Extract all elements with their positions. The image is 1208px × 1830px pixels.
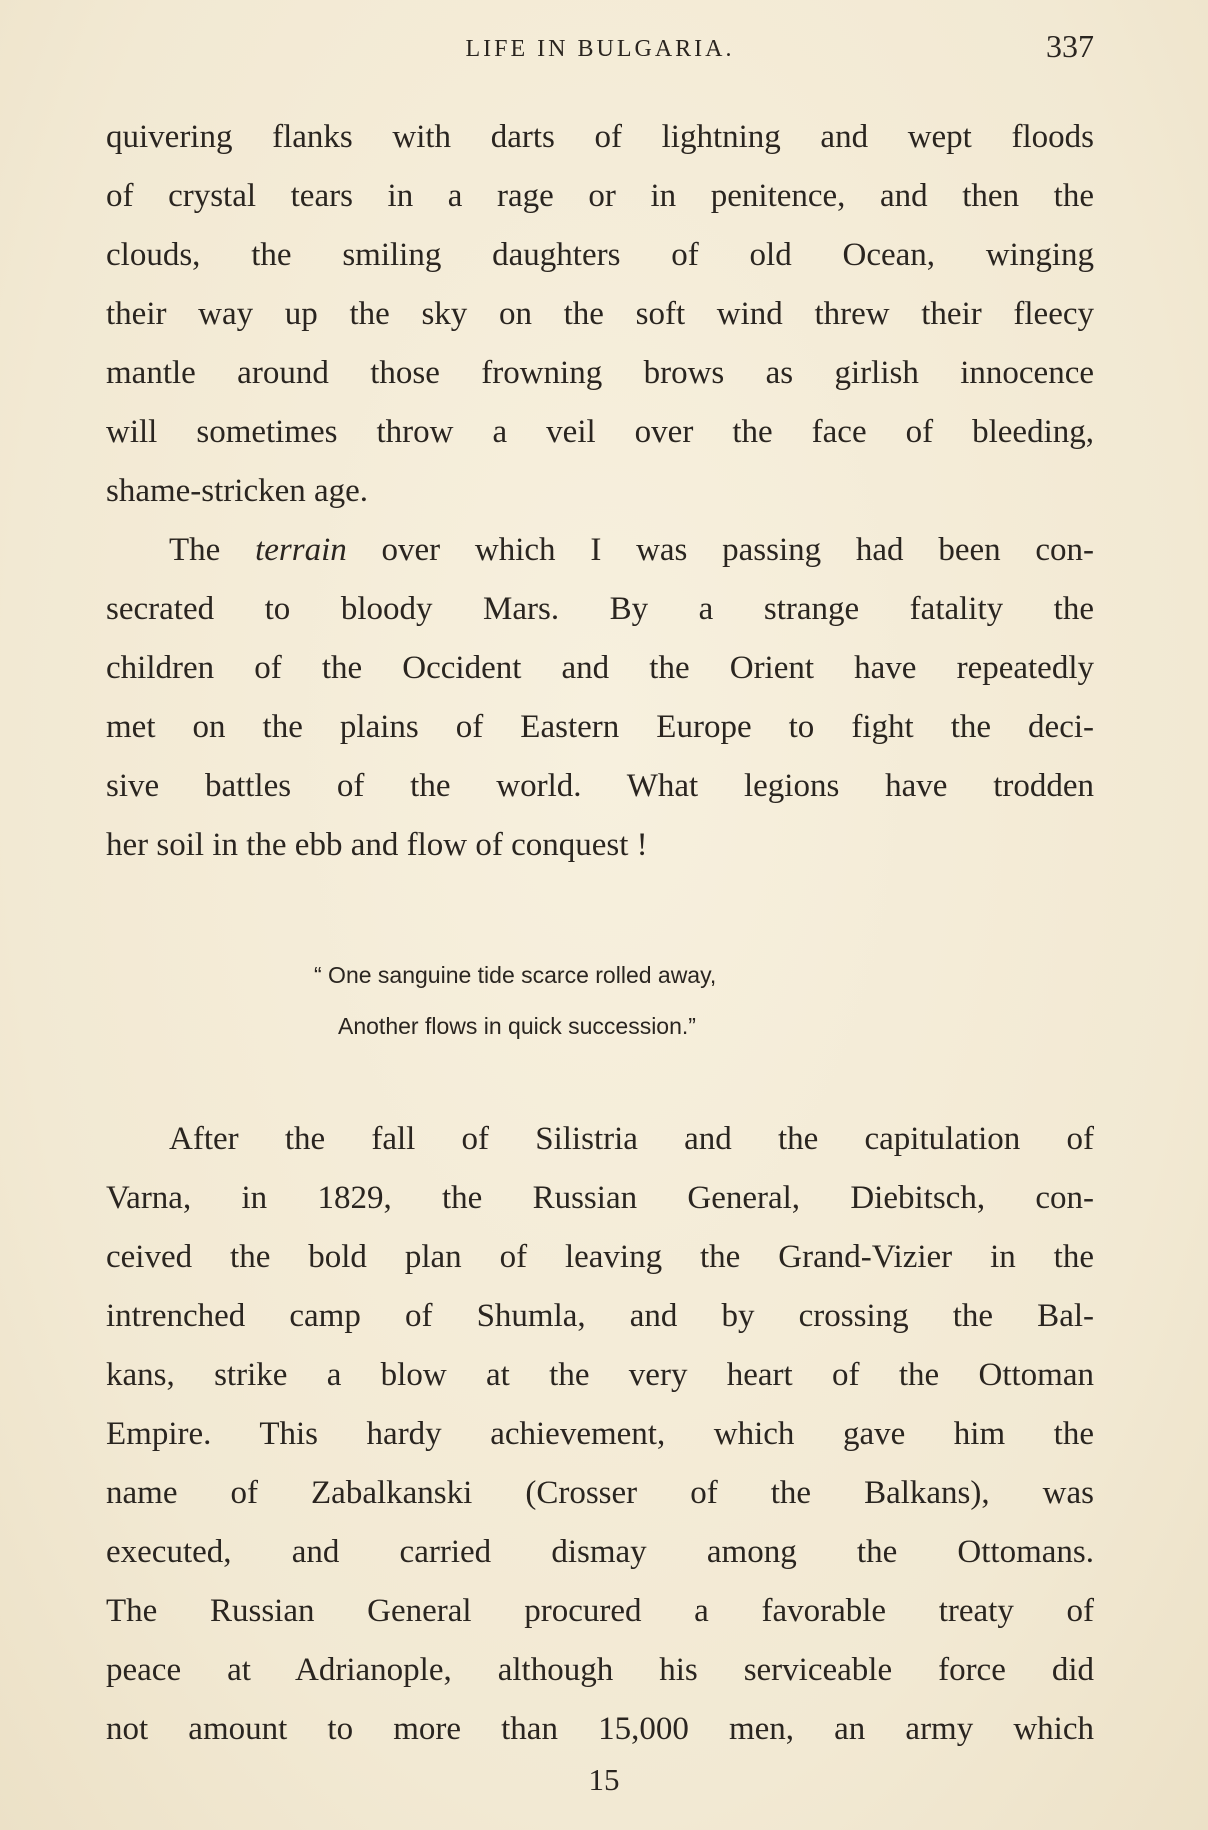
text-block-upper [106, 108, 1094, 875]
text-line: not amount to more than 15,000 men, an army which [106, 1711, 1094, 1747]
text-run: The [169, 532, 256, 568]
paragraph-3 [106, 1110, 1094, 1759]
quote-line: Another flows in quick succession.” [338, 1013, 696, 1039]
paragraph-1 [106, 108, 1094, 521]
text-line: met on the plains of Eastern Europe to fight the deci- [106, 709, 1094, 745]
quote-line: “ One sanguine tide scarce rolled away, [314, 962, 717, 988]
text-line: After the fall of Silistria and the capitulation of [169, 1121, 1094, 1157]
text-line: ceived the bold plan of leaving the Grand-Vizier in the [106, 1239, 1094, 1275]
text-line: Varna, in 1829, the Russian General, Diebitsch, con- [106, 1180, 1094, 1216]
text-line: shame-stricken age. [106, 473, 369, 509]
text-line: Empire. This hardy achievement, which gave him the [106, 1416, 1094, 1452]
text-line: kans, strike a blow at the very heart of the Ottoman [106, 1357, 1094, 1393]
text-line: children of the Occident and the Orient have repeatedly [106, 650, 1094, 686]
text-line: quivering flanks with darts of lightning and wept floods [106, 119, 1094, 155]
text-line: will sometimes throw a veil over the face of bleeding, [106, 414, 1094, 450]
text-line: their way up the sky on the soft wind threw their fleecy [106, 296, 1094, 332]
page-number: 337 [1046, 28, 1094, 64]
text-line: intrenched camp of Shumla, and by crossing the Bal- [106, 1298, 1094, 1334]
text-line: secrated to bloody Mars. By a strange fatality the [106, 591, 1094, 627]
running-title: LIFE IN BULGARIA. [465, 36, 735, 62]
text-line: clouds, the smiling daughters of old Ocean, winging [106, 237, 1094, 273]
running-head [106, 28, 1094, 68]
text-line: mantle around those frowning brows as girlish innocence [106, 355, 1094, 391]
verse-quote [0, 950, 1208, 1052]
text-line: The Russian General procured a favorable treaty of [106, 1593, 1094, 1629]
text-line: of crystal tears in a rage or in penitence, and then the [106, 178, 1094, 214]
text-line: sive battles of the world. What legions have trodden [106, 768, 1094, 804]
paragraph-2 [106, 521, 1094, 875]
text-line: name of Zabalkanski (Crosser of the Balkans), was [106, 1475, 1094, 1511]
text-line: her soil in the ebb and flow of conquest ! [106, 827, 648, 863]
text-line: peace at Adrianople, although his serviceable force did [106, 1652, 1094, 1688]
text-line [106, 521, 1094, 580]
text-line: executed, and carried dismay among the Ottomans. [106, 1534, 1094, 1570]
signature-mark: 15 [588, 1762, 620, 1797]
italic-term: terrain [255, 532, 347, 568]
text-run: over which I was passing had been con- [346, 532, 1095, 568]
text-block-lower [106, 1110, 1094, 1759]
